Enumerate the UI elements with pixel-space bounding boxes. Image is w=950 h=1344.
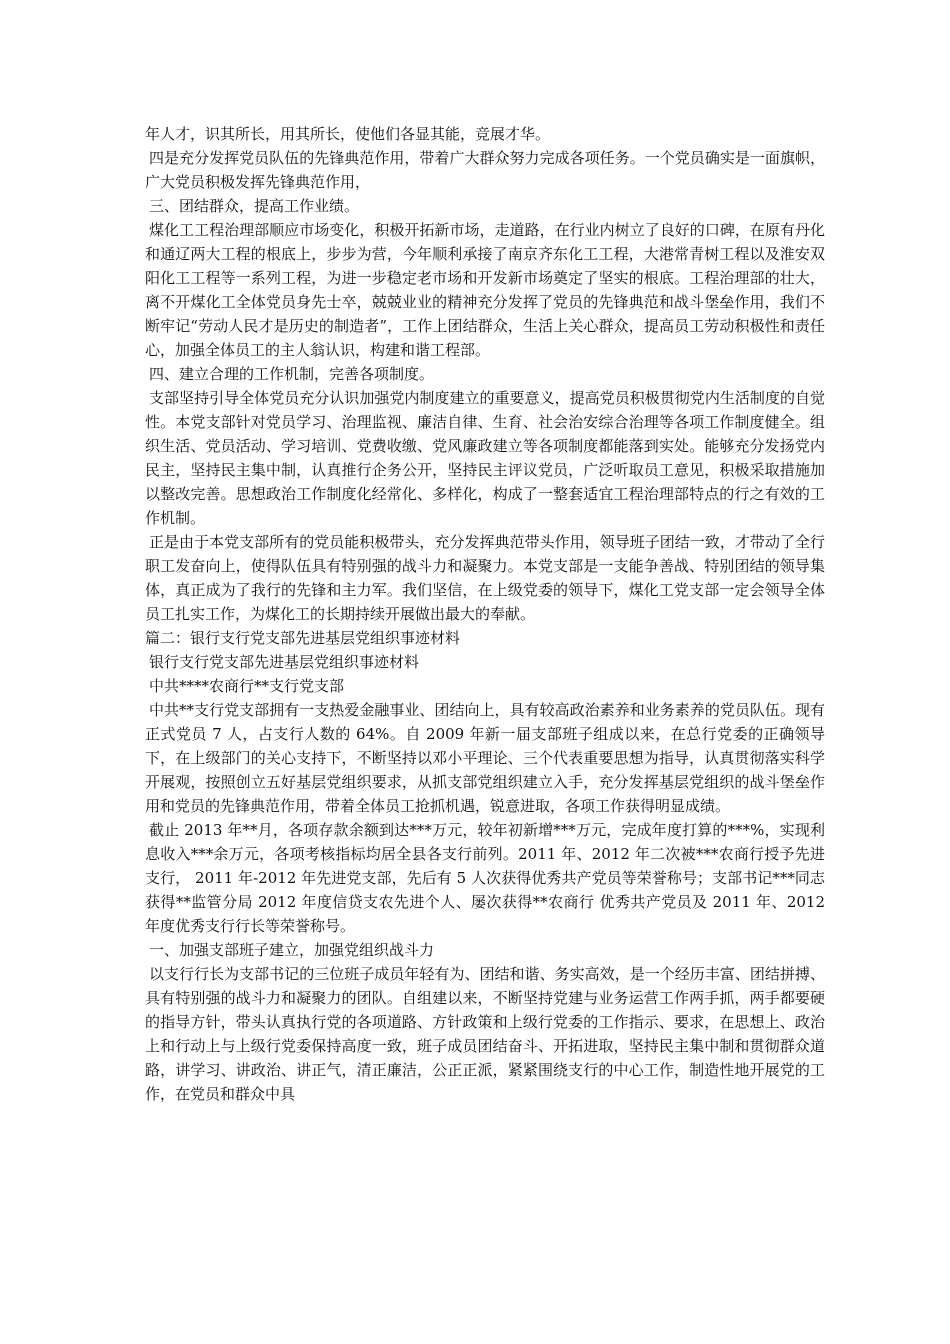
heading-unite-masses: 三、团结群众，提高工作业绩。 bbox=[149, 197, 360, 215]
heading-work-mechanism: 四、建立合理的工作机制，完善各项制度。 bbox=[149, 365, 435, 383]
paragraph-party-member-role: 四是充分发挥党员队伍的先锋典范作用，带着广大群众努力完成各项任务。一个党员确实是一面旗帜，广大党员积极发挥先锋典范作用， bbox=[145, 149, 825, 191]
heading-article-two: 篇二：银行支行党支部先进基层党组织事迹材料 bbox=[145, 629, 461, 647]
paragraph-coal-chemical-market: 煤化工工程治理部顺应市场变化，积极开拓新市场，走道路，在行业内树立了良好的口碑，在原有丹化和通辽两大工程的根底上，步步为营，今年顺利承接了南京齐东化工工程，大港常青树工程以及淮安双阳化工工程等一系列工程，为进一步稳定老市场和开发新市场奠定了坚实的根底。工程治理部的壮大，离不开煤化工全体党员身先士卒，兢兢业业的精神充分发挥了党员的先锋典范和战斗堡垒作用，我们不断牢记“劳动人民才是历史的制造者”，工作上团结群众，生活上关心群众，提高员工劳动积极性和责任心，加强全体员工的主人翁认识，构建和谐工程部。 bbox=[145, 221, 825, 359]
heading-strengthen-branch: 一、加强支部班子建立，加强党组织战斗力 bbox=[149, 941, 435, 959]
paragraph-summary: 正是由于本党支部所有的党员能积极带头，充分发挥典范带头作用，领导班子团结一致，才带动了全行职工发奋向上，使得队伍具有特别强的战斗力和凝聚力。本党支部是一支能争善战、特别团结的领导集体，真正成为了我行的先锋和主力军。我们坚信，在上级党委的领导下，煤化工党支部一定会领导全体员工扎实工作，为煤化工的长期持续开展做出最大的奉献。 bbox=[145, 533, 825, 623]
paragraph-branch-system: 支部坚持引导全体党员充分认识加强党内制度建立的重要意义，提高党员积极贯彻党内生活制度的自觉性。本党支部针对党员学习、治理监视、廉洁自律、生育、社会治安综合治理等各项工作制度健全。组织生活、党员活动、学习培训、党费收缴、党风廉政建立等各项制度都能落到实处。能够充分发扬党内民主，坚持民主集中制，认真推行企务公开，坚持民主评议党员，广泛听取员工意见，积极采取措施加以整改完善。思想政治工作制度化经常化、多样化，构成了一整套适宜工程治理部特点的行之有效的工作机制。 bbox=[145, 389, 825, 527]
paragraph-branch-introduction: 中共**支行党支部拥有一支热爱金融事业、团结向上，具有较高政治素养和业务素养的党员队伍。现有正式党员 7 人，占支行人数的 64%。自 2009 年新一届支部班子组成以来，在总行党委的正确领导下，在上级部门的关心支持下，不断坚持以邓小平理论、三个代表重要思想为指导，认真贯彻落实科学开展观，按照创立五好基层党组织要求，从抓支部党组织建立入手，充分发挥基层党组织的战斗堡垒作用和党员的先锋典范作用，带着全体员工抢抓机遇，锐意进取，各项工作获得明显成绩。 bbox=[145, 701, 825, 815]
paragraph-achievements: 截止 2013 年**月，各项存款余额到达***万元，较年初新增***万元，完成年度打算的***%，实现利息收入***余万元，各项考核指标均居全县各支行前列。2011 年、2012 年二次被***农商行授予先进支行， 2011 年-2012 年先进党支部，先后有 5 人次获得优秀共产党员等荣誉称号；支部书记***同志获得**监管分局 2012 年度信贷支农先进个人、屡次获得**农商行 优秀共产党员及 2011 年、2012 年度优秀支行行长等荣誉称号。 bbox=[145, 821, 825, 935]
heading-bank-branch-material: 银行支行党支部先进基层党组织事迹材料 bbox=[149, 653, 420, 671]
paragraph-leadership-team: 以支行行长为支部书记的三位班子成员年轻有为、团结和谐、务实高效，是一个经历丰富、团结拼搏、具有特别强的战斗力和凝聚力的团队。自组建以来，不断坚持党建与业务运营工作两手抓，两手都要硬的指导方针，带头认真执行党的各项道路、方针政策和上级行党委的工作指示、要求，在思想上、政治上和行动上与上级行党委保持高度一致，班子成员团结奋斗、开拓进取，坚持民主集中制和贯彻群众道路，讲学习、讲政治、讲正气，清正廉洁，公正正派，紧紧围绕支行的中心工作，制造性地开展党的工作，在党员和群众中具 bbox=[145, 965, 825, 1103]
paragraph-talent-usage: 年人才，识其所长，用其所长，使他们各显其能，竞展才华。 bbox=[145, 125, 551, 143]
document-body bbox=[145, 122, 825, 1106]
heading-party-branch-name: 中共****农商行**支行党支部 bbox=[149, 677, 345, 695]
